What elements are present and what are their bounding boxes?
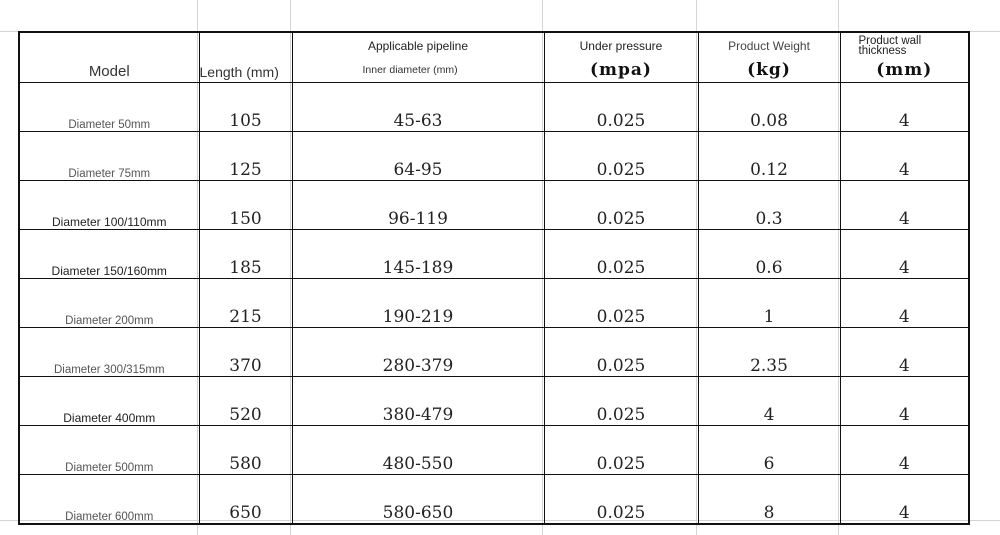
cell-model: Diameter 50mm — [19, 83, 199, 132]
cell-weight: 8 — [698, 475, 840, 524]
header-model-label: Model — [88, 63, 130, 80]
table-row — [19, 230, 969, 279]
cell-model: Diameter 500mm — [19, 426, 199, 475]
cell-pipeline: 96-119 — [292, 181, 544, 230]
cell-pipeline: 45-63 — [292, 83, 544, 132]
cell-length: 125 — [199, 132, 292, 181]
header-wall-title: Product wall thickness — [858, 35, 922, 57]
table-row — [19, 475, 969, 524]
cell-pressure: 0.025 — [544, 426, 698, 475]
header-pipeline-title: Applicable pipeline — [367, 39, 469, 53]
header-weight-unit: (kg) — [747, 60, 791, 80]
cell-wall: 4 — [840, 377, 969, 426]
cell-wall: 4 — [840, 426, 969, 475]
header-length — [199, 32, 292, 83]
cell-length: 185 — [199, 230, 292, 279]
cell-length: 580 — [199, 426, 292, 475]
cell-model: Diameter 150/160mm — [19, 230, 199, 279]
cell-weight: 0.3 — [698, 181, 840, 230]
table-row — [19, 426, 969, 475]
cell-weight: 0.08 — [698, 83, 840, 132]
cell-weight: 0.12 — [698, 132, 840, 181]
cell-pipeline: 280-379 — [292, 328, 544, 377]
cell-model: Diameter 100/110mm — [19, 181, 199, 230]
cell-model: Diameter 75mm — [19, 132, 199, 181]
cell-length: 520 — [199, 377, 292, 426]
table-row — [19, 132, 969, 181]
cell-pipeline: 580-650 — [292, 475, 544, 524]
cell-pipeline: 480-550 — [292, 426, 544, 475]
cell-pressure: 0.025 — [544, 83, 698, 132]
cell-model: Diameter 200mm — [19, 279, 199, 328]
cell-pipeline: 145-189 — [292, 230, 544, 279]
header-wall — [840, 32, 969, 83]
cell-wall: 4 — [840, 132, 969, 181]
header-weight-title: Product Weight — [728, 39, 810, 53]
cell-length: 105 — [199, 83, 292, 132]
table-row — [19, 328, 969, 377]
cell-wall: 4 — [840, 181, 969, 230]
cell-pipeline: 380-479 — [292, 377, 544, 426]
cell-length: 650 — [199, 475, 292, 524]
cell-model: Diameter 600mm — [19, 475, 199, 524]
header-pressure — [544, 32, 698, 83]
header-pipeline-subtitle: Inner diameter (mm) — [362, 64, 458, 76]
header-pipeline — [292, 32, 544, 83]
header-pressure-title: Under pressure — [579, 39, 663, 53]
cell-wall: 4 — [840, 83, 969, 132]
cell-wall: 4 — [840, 230, 969, 279]
product-spec-table — [18, 31, 970, 525]
cell-model: Diameter 300/315mm — [19, 328, 199, 377]
header-weight — [698, 32, 840, 83]
cell-pressure: 0.025 — [544, 377, 698, 426]
cell-pressure: 0.025 — [544, 230, 698, 279]
cell-wall: 4 — [840, 328, 969, 377]
cell-pipeline: 190-219 — [292, 279, 544, 328]
cell-pressure: 0.025 — [544, 475, 698, 524]
cell-length: 150 — [199, 181, 292, 230]
cell-model: Diameter 400mm — [19, 377, 199, 426]
cell-pressure: 0.025 — [544, 181, 698, 230]
cell-pressure: 0.025 — [544, 328, 698, 377]
table-row — [19, 377, 969, 426]
cell-pressure: 0.025 — [544, 132, 698, 181]
cell-length: 215 — [199, 279, 292, 328]
cell-weight: 6 — [698, 426, 840, 475]
table-row — [19, 279, 969, 328]
header-row — [19, 32, 969, 83]
cell-pipeline: 64-95 — [292, 132, 544, 181]
cell-wall: 4 — [840, 279, 969, 328]
header-model — [19, 32, 199, 83]
table-row — [19, 83, 969, 132]
cell-weight: 4 — [698, 377, 840, 426]
header-pressure-unit: (mpa) — [590, 60, 652, 80]
header-length-label: Length (mm) — [199, 64, 279, 80]
cell-wall: 4 — [840, 475, 969, 524]
cell-pressure: 0.025 — [544, 279, 698, 328]
cell-weight: 1 — [698, 279, 840, 328]
header-wall-unit: (mm) — [876, 60, 933, 80]
table-row — [19, 181, 969, 230]
cell-weight: 2.35 — [698, 328, 840, 377]
cell-weight: 0.6 — [698, 230, 840, 279]
cell-length: 370 — [199, 328, 292, 377]
